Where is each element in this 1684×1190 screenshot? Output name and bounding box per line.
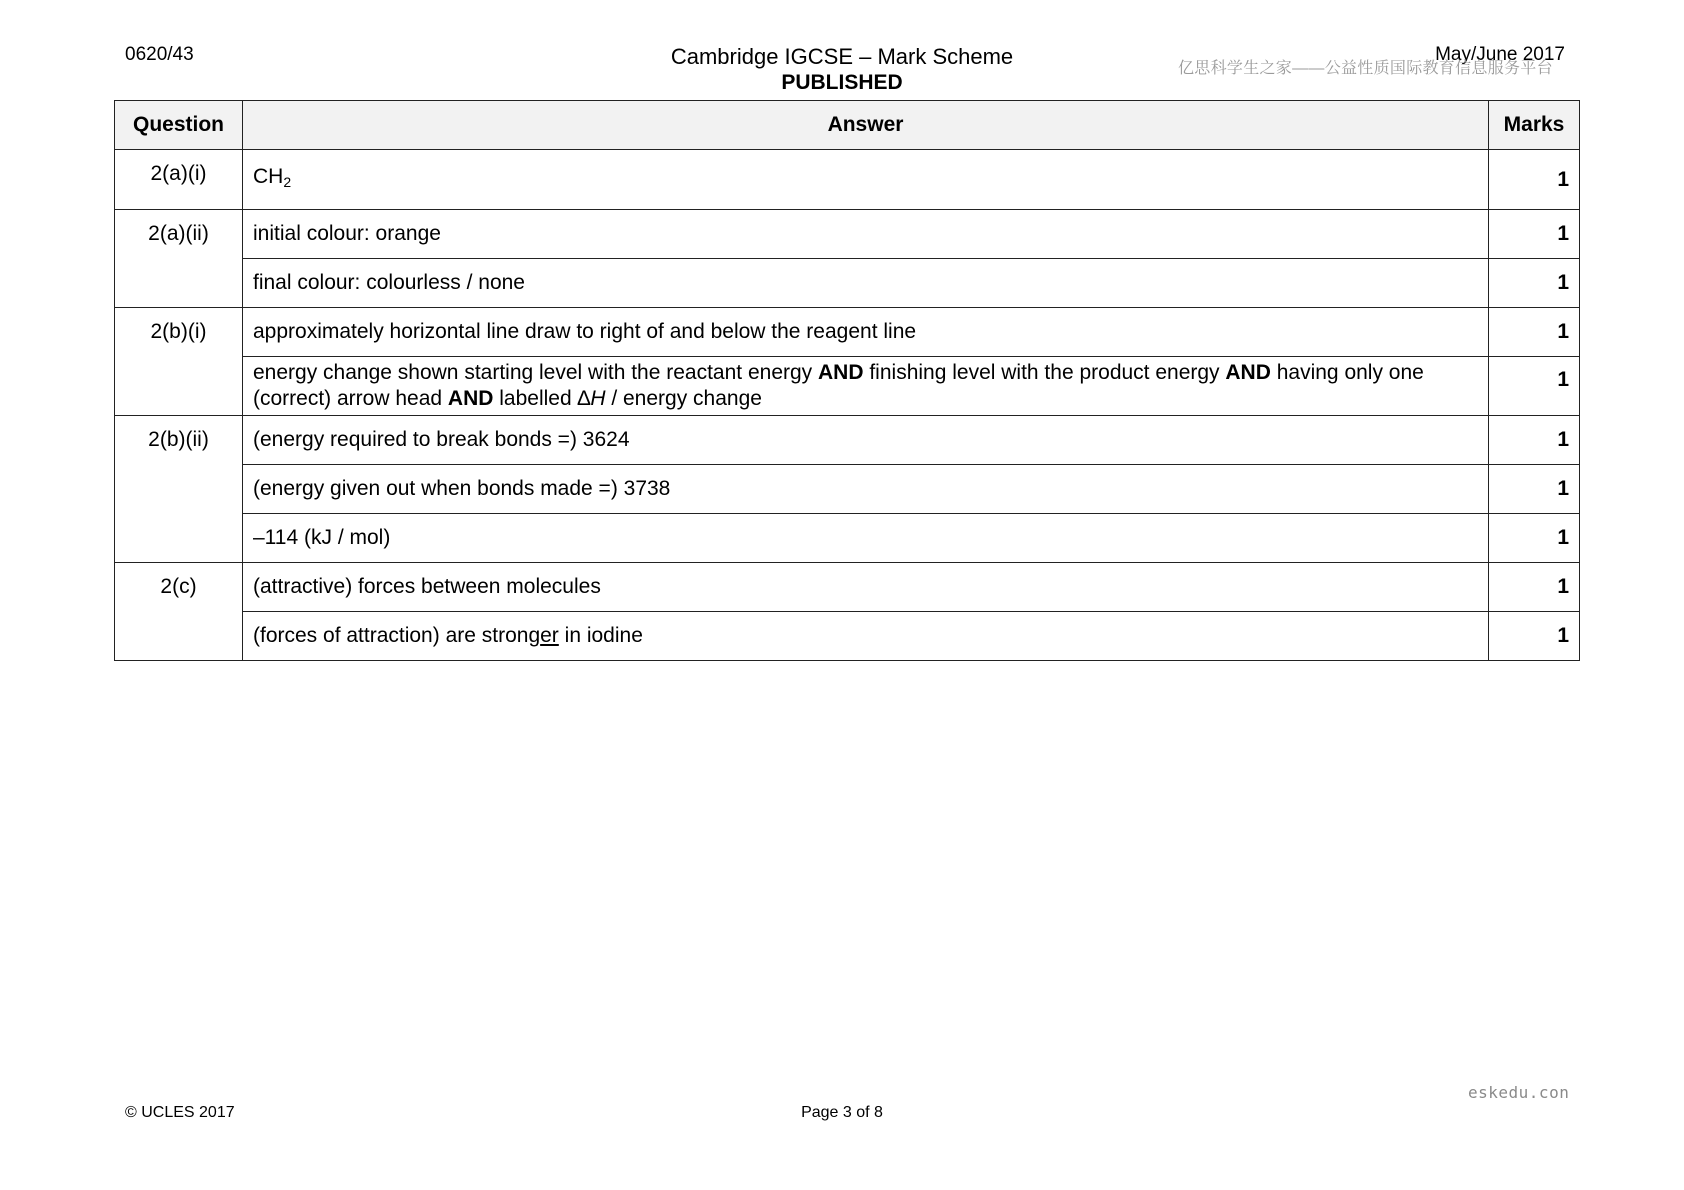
published-label: PUBLISHED [781,71,903,94]
table-row [115,563,1580,612]
table-header-row [115,101,1580,150]
copyright: © UCLES 2017 [125,1104,235,1121]
paper-code: 0620/43 [125,44,194,65]
answer-cell: final colour: colourless / none [243,259,1489,308]
page-number: Page 3 of 8 [801,1104,883,1121]
marks-cell: 1 [1489,150,1580,210]
table-row [115,357,1580,416]
question-column-header: Question [115,101,243,150]
marks-cell: 1 [1489,514,1580,563]
answer-text: energy change shown starting level with the reactant energy [253,361,819,384]
answer-text: labelled ∆ [493,387,591,410]
marks-cell: 1 [1489,416,1580,465]
and-keyword: AND [818,361,864,384]
answer-cell: (energy given out when bonds made =) 3738 [243,465,1489,514]
footer-watermark: eskedu.con [1468,1083,1570,1102]
table-row [115,308,1580,357]
marks-cell: 1 [1489,357,1580,416]
answer-text: finishing level with the product energy [863,361,1226,384]
question-cell: 2(a)(ii) [115,210,243,308]
question-cell: 2(c) [115,563,243,661]
exam-session: May/June 2017 [1435,44,1565,65]
marks-cell: 1 [1489,259,1580,308]
table-row [115,416,1580,465]
answer-text: (forces of attraction) are strong [253,624,541,647]
marks-cell: 1 [1489,612,1580,661]
marks-cell: 1 [1489,563,1580,612]
table-row [115,465,1580,514]
and-keyword: AND [447,387,494,410]
marks-column-header: Marks [1489,101,1580,150]
answer-cell: –114 (kJ / mol) [243,514,1489,563]
answer-cell [243,612,1489,661]
question-cell: 2(b)(ii) [115,416,243,563]
mark-scheme-table [114,100,1580,661]
document-title: Cambridge IGCSE – Mark Scheme [670,44,1014,69]
table-row [115,210,1580,259]
answer-cell: (energy required to break bonds =) 3624 [243,416,1489,465]
table-row [115,150,1580,210]
marks-cell: 1 [1489,210,1580,259]
answer-column-header: Answer [243,101,1489,150]
question-cell: 2(a)(i) [115,150,243,210]
answer-cell: approximately horizontal line draw to right of and below the reagent line [243,308,1489,357]
and-keyword: AND [1225,361,1271,384]
marks-cell: 1 [1489,308,1580,357]
answer-cell [243,357,1489,416]
enthalpy-symbol: H [590,387,606,410]
answer-text: / energy change [605,387,762,410]
formula-text: CH [253,165,284,188]
underlined-suffix: er [540,624,559,647]
answer-text: having only one (correct) arrow head [253,361,1424,410]
formula-subscript: 2 [283,174,292,190]
answer-cell: (attractive) forces between molecules [243,563,1489,612]
table-row [115,259,1580,308]
header-watermark: 亿思科学生之家——公益性质国际教育信息服务平台 [1178,60,1553,77]
question-cell: 2(b)(i) [115,308,243,416]
table-row [115,514,1580,563]
marks-cell: 1 [1489,465,1580,514]
answer-cell: initial colour: orange [243,210,1489,259]
table-row [115,612,1580,661]
answer-text: in iodine [558,624,643,647]
answer-cell [243,150,1489,210]
